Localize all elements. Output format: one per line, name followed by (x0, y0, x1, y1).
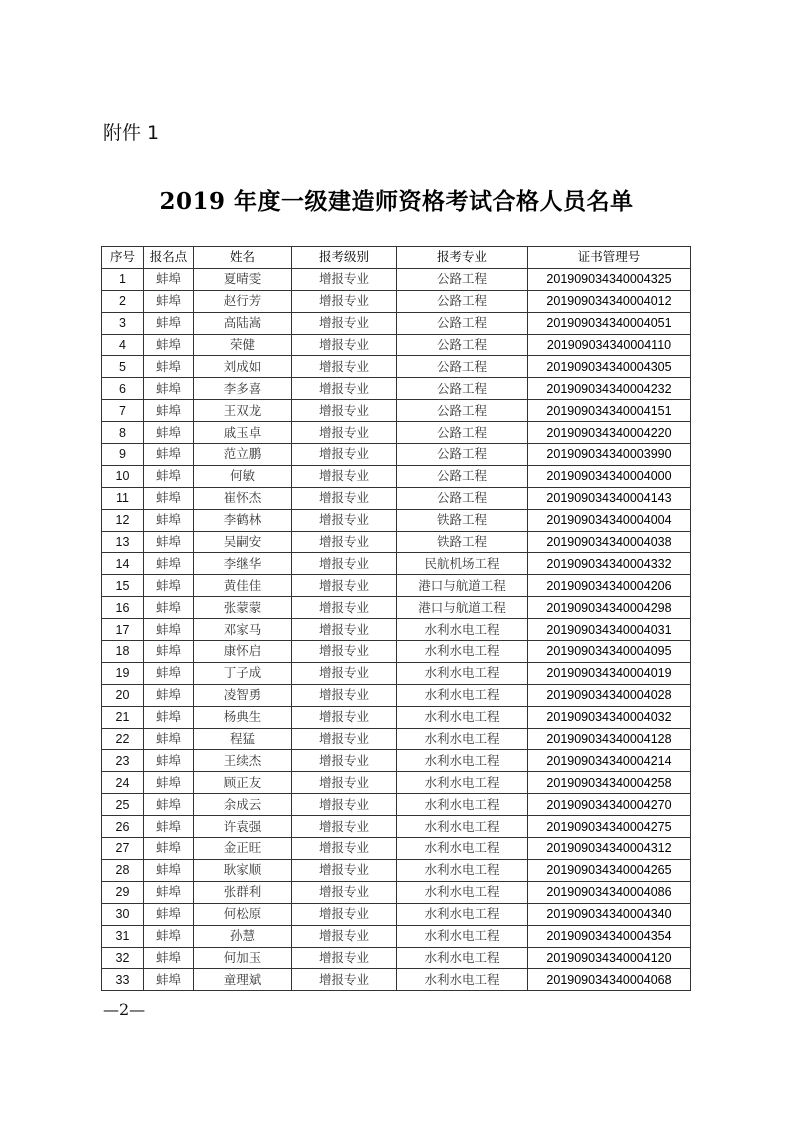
registration-site: 蚌埠 (144, 662, 194, 684)
certificate-number: 201909034340004265 (528, 859, 691, 881)
table-row (102, 619, 691, 641)
exam-major: 水利水电工程 (397, 838, 528, 860)
exam-major: 水利水电工程 (397, 619, 528, 641)
row-number: 3 (102, 312, 144, 334)
table-row (102, 290, 691, 312)
table-row (102, 662, 691, 684)
row-number: 14 (102, 553, 144, 575)
table-row (102, 400, 691, 422)
exam-major: 水利水电工程 (397, 816, 528, 838)
person-name: 刘成如 (194, 356, 292, 378)
exam-major: 公路工程 (397, 268, 528, 290)
column-header-level: 报考级别 (292, 247, 397, 269)
exam-major: 公路工程 (397, 290, 528, 312)
person-name: 金正旺 (194, 838, 292, 860)
registration-site: 蚌埠 (144, 903, 194, 925)
exam-major: 水利水电工程 (397, 859, 528, 881)
exam-major: 水利水电工程 (397, 969, 528, 991)
table-row (102, 531, 691, 553)
registration-site: 蚌埠 (144, 859, 194, 881)
exam-major: 公路工程 (397, 444, 528, 466)
table-row (102, 356, 691, 378)
person-name: 张蒙蒙 (194, 597, 292, 619)
person-name: 荣健 (194, 334, 292, 356)
certificate-number: 201909034340004120 (528, 947, 691, 969)
certificate-number: 201909034340004305 (528, 356, 691, 378)
row-number: 9 (102, 444, 144, 466)
certificate-number: 201909034340004086 (528, 881, 691, 903)
exam-level: 增报专业 (292, 662, 397, 684)
qualified-personnel-table (101, 246, 691, 991)
exam-major: 水利水电工程 (397, 750, 528, 772)
registration-site: 蚌埠 (144, 728, 194, 750)
exam-major: 公路工程 (397, 465, 528, 487)
row-number: 6 (102, 378, 144, 400)
table-row (102, 728, 691, 750)
row-number: 22 (102, 728, 144, 750)
row-number: 30 (102, 903, 144, 925)
exam-major: 铁路工程 (397, 531, 528, 553)
attachment-label: 附件 1 (103, 122, 160, 144)
certificate-number: 201909034340004312 (528, 838, 691, 860)
registration-site: 蚌埠 (144, 881, 194, 903)
row-number: 26 (102, 816, 144, 838)
row-number: 19 (102, 662, 144, 684)
exam-major: 水利水电工程 (397, 794, 528, 816)
certificate-number: 201909034340004151 (528, 400, 691, 422)
row-number: 29 (102, 881, 144, 903)
registration-site: 蚌埠 (144, 312, 194, 334)
row-number: 24 (102, 772, 144, 794)
row-number: 17 (102, 619, 144, 641)
registration-site: 蚌埠 (144, 772, 194, 794)
exam-level: 增报专业 (292, 356, 397, 378)
exam-major: 水利水电工程 (397, 925, 528, 947)
person-name: 杨典生 (194, 706, 292, 728)
registration-site: 蚌埠 (144, 816, 194, 838)
registration-site: 蚌埠 (144, 969, 194, 991)
registration-site: 蚌埠 (144, 290, 194, 312)
exam-major: 水利水电工程 (397, 772, 528, 794)
person-name: 赵行芳 (194, 290, 292, 312)
exam-level: 增报专业 (292, 706, 397, 728)
exam-level: 增报专业 (292, 728, 397, 750)
exam-level: 增报专业 (292, 487, 397, 509)
registration-site: 蚌埠 (144, 487, 194, 509)
exam-level: 增报专业 (292, 684, 397, 706)
row-number: 11 (102, 487, 144, 509)
row-number: 25 (102, 794, 144, 816)
exam-major: 水利水电工程 (397, 706, 528, 728)
exam-level: 增报专业 (292, 903, 397, 925)
exam-major: 港口与航道工程 (397, 575, 528, 597)
table-row (102, 947, 691, 969)
registration-site: 蚌埠 (144, 531, 194, 553)
certificate-number: 201909034340004275 (528, 816, 691, 838)
person-name: 黄佳佳 (194, 575, 292, 597)
row-number: 4 (102, 334, 144, 356)
exam-level: 增报专业 (292, 334, 397, 356)
table-row (102, 838, 691, 860)
person-name: 许袁强 (194, 816, 292, 838)
registration-site: 蚌埠 (144, 422, 194, 444)
certificate-number: 201909034340004032 (528, 706, 691, 728)
registration-site: 蚌埠 (144, 268, 194, 290)
exam-major: 民航机场工程 (397, 553, 528, 575)
person-name: 邓家马 (194, 619, 292, 641)
person-name: 王续杰 (194, 750, 292, 772)
exam-level: 增报专业 (292, 881, 397, 903)
exam-level: 增报专业 (292, 816, 397, 838)
exam-level: 增报专业 (292, 400, 397, 422)
person-name: 崔怀杰 (194, 487, 292, 509)
exam-level: 增报专业 (292, 947, 397, 969)
table-row (102, 859, 691, 881)
registration-site: 蚌埠 (144, 400, 194, 422)
certificate-number: 201909034340003990 (528, 444, 691, 466)
certificate-number: 201909034340004110 (528, 334, 691, 356)
exam-major: 水利水电工程 (397, 881, 528, 903)
exam-major: 公路工程 (397, 487, 528, 509)
person-name: 李鹤林 (194, 509, 292, 531)
row-number: 20 (102, 684, 144, 706)
person-name: 何松原 (194, 903, 292, 925)
certificate-number: 201909034340004206 (528, 575, 691, 597)
registration-site: 蚌埠 (144, 509, 194, 531)
exam-major: 水利水电工程 (397, 947, 528, 969)
person-name: 王双龙 (194, 400, 292, 422)
exam-level: 增报专业 (292, 422, 397, 444)
column-header-major: 报考专业 (397, 247, 528, 269)
table-row (102, 750, 691, 772)
exam-level: 增报专业 (292, 378, 397, 400)
table-row (102, 684, 691, 706)
exam-level: 增报专业 (292, 641, 397, 663)
registration-site: 蚌埠 (144, 597, 194, 619)
exam-major: 水利水电工程 (397, 728, 528, 750)
exam-level: 增报专业 (292, 312, 397, 334)
registration-site: 蚌埠 (144, 947, 194, 969)
person-name: 高陆嵩 (194, 312, 292, 334)
table-row (102, 487, 691, 509)
exam-level: 增报专业 (292, 268, 397, 290)
registration-site: 蚌埠 (144, 444, 194, 466)
row-number: 2 (102, 290, 144, 312)
certificate-number: 201909034340004354 (528, 925, 691, 947)
row-number: 18 (102, 641, 144, 663)
certificate-number: 201909034340004332 (528, 553, 691, 575)
certificate-number: 201909034340004325 (528, 268, 691, 290)
column-header-name: 姓名 (194, 247, 292, 269)
exam-level: 增报专业 (292, 465, 397, 487)
table-row (102, 378, 691, 400)
table-row (102, 444, 691, 466)
row-number: 12 (102, 509, 144, 531)
exam-level: 增报专业 (292, 794, 397, 816)
row-number: 5 (102, 356, 144, 378)
exam-level: 增报专业 (292, 531, 397, 553)
certificate-number: 201909034340004128 (528, 728, 691, 750)
registration-site: 蚌埠 (144, 378, 194, 400)
row-number: 21 (102, 706, 144, 728)
certificate-number: 201909034340004220 (528, 422, 691, 444)
certificate-number: 201909034340004031 (528, 619, 691, 641)
exam-level: 增报专业 (292, 750, 397, 772)
row-number: 31 (102, 925, 144, 947)
row-number: 10 (102, 465, 144, 487)
registration-site: 蚌埠 (144, 684, 194, 706)
exam-major: 港口与航道工程 (397, 597, 528, 619)
row-number: 27 (102, 838, 144, 860)
column-header-registration-site: 报名点 (144, 247, 194, 269)
row-number: 28 (102, 859, 144, 881)
exam-major: 水利水电工程 (397, 641, 528, 663)
exam-level: 增报专业 (292, 838, 397, 860)
table-row (102, 794, 691, 816)
row-number: 7 (102, 400, 144, 422)
certificate-number: 201909034340004340 (528, 903, 691, 925)
document-title: 2019 年度一级建造师资格考试合格人员名单 (159, 188, 634, 215)
certificate-number: 201909034340004270 (528, 794, 691, 816)
registration-site: 蚌埠 (144, 334, 194, 356)
person-name: 何加玉 (194, 947, 292, 969)
table-row (102, 881, 691, 903)
exam-major: 公路工程 (397, 312, 528, 334)
registration-site: 蚌埠 (144, 706, 194, 728)
table-row (102, 641, 691, 663)
registration-site: 蚌埠 (144, 925, 194, 947)
certificate-number: 201909034340004038 (528, 531, 691, 553)
column-header-certificate-number: 证书管理号 (528, 247, 691, 269)
certificate-number: 201909034340004004 (528, 509, 691, 531)
row-number: 1 (102, 268, 144, 290)
certificate-number: 201909034340004000 (528, 465, 691, 487)
exam-major: 公路工程 (397, 378, 528, 400)
exam-major: 水利水电工程 (397, 684, 528, 706)
row-number: 33 (102, 969, 144, 991)
row-number: 23 (102, 750, 144, 772)
table-row (102, 925, 691, 947)
table-row (102, 816, 691, 838)
certificate-number: 201909034340004232 (528, 378, 691, 400)
exam-major: 公路工程 (397, 422, 528, 444)
certificate-number: 201909034340004028 (528, 684, 691, 706)
person-name: 耿家顺 (194, 859, 292, 881)
registration-site: 蚌埠 (144, 750, 194, 772)
exam-level: 增报专业 (292, 509, 397, 531)
table-header-row (102, 247, 691, 269)
exam-level: 增报专业 (292, 444, 397, 466)
table-body (102, 268, 691, 990)
person-name: 李继华 (194, 553, 292, 575)
exam-level: 增报专业 (292, 553, 397, 575)
registration-site: 蚌埠 (144, 794, 194, 816)
table-row (102, 422, 691, 444)
certificate-number: 201909034340004068 (528, 969, 691, 991)
person-name: 张群利 (194, 881, 292, 903)
certificate-number: 201909034340004019 (528, 662, 691, 684)
person-name: 顾正友 (194, 772, 292, 794)
row-number: 15 (102, 575, 144, 597)
person-name: 凌智勇 (194, 684, 292, 706)
registration-site: 蚌埠 (144, 356, 194, 378)
registration-site: 蚌埠 (144, 465, 194, 487)
table-row (102, 553, 691, 575)
table-row (102, 969, 691, 991)
table-row (102, 465, 691, 487)
person-name: 夏晴雯 (194, 268, 292, 290)
certificate-number: 201909034340004051 (528, 312, 691, 334)
exam-major: 水利水电工程 (397, 903, 528, 925)
exam-level: 增报专业 (292, 859, 397, 881)
registration-site: 蚌埠 (144, 838, 194, 860)
table-row (102, 334, 691, 356)
certificate-number: 201909034340004143 (528, 487, 691, 509)
exam-major: 公路工程 (397, 400, 528, 422)
exam-level: 增报专业 (292, 925, 397, 947)
registration-site: 蚌埠 (144, 619, 194, 641)
person-name: 范立鹏 (194, 444, 292, 466)
table-row (102, 268, 691, 290)
exam-major: 公路工程 (397, 356, 528, 378)
exam-level: 增报专业 (292, 575, 397, 597)
person-name: 何敏 (194, 465, 292, 487)
exam-level: 增报专业 (292, 619, 397, 641)
exam-level: 增报专业 (292, 597, 397, 619)
registration-site: 蚌埠 (144, 575, 194, 597)
person-name: 丁子成 (194, 662, 292, 684)
exam-level: 增报专业 (292, 290, 397, 312)
table-row (102, 903, 691, 925)
certificate-number: 201909034340004214 (528, 750, 691, 772)
column-header-number: 序号 (102, 247, 144, 269)
exam-level: 增报专业 (292, 772, 397, 794)
person-name: 李多喜 (194, 378, 292, 400)
table-row (102, 597, 691, 619)
person-name: 戚玉卓 (194, 422, 292, 444)
table-row (102, 312, 691, 334)
page-number: —2— (103, 1000, 146, 1019)
table-row (102, 509, 691, 531)
row-number: 8 (102, 422, 144, 444)
person-name: 程猛 (194, 728, 292, 750)
row-number: 16 (102, 597, 144, 619)
certificate-number: 201909034340004298 (528, 597, 691, 619)
registration-site: 蚌埠 (144, 553, 194, 575)
exam-major: 铁路工程 (397, 509, 528, 531)
registration-site: 蚌埠 (144, 641, 194, 663)
table-row (102, 706, 691, 728)
person-name: 康怀启 (194, 641, 292, 663)
exam-major: 水利水电工程 (397, 662, 528, 684)
person-name: 余成云 (194, 794, 292, 816)
row-number: 32 (102, 947, 144, 969)
table-row (102, 772, 691, 794)
person-name: 吴嗣安 (194, 531, 292, 553)
certificate-number: 201909034340004012 (528, 290, 691, 312)
row-number: 13 (102, 531, 144, 553)
certificate-number: 201909034340004258 (528, 772, 691, 794)
person-name: 童理斌 (194, 969, 292, 991)
exam-major: 公路工程 (397, 334, 528, 356)
person-name: 孙慧 (194, 925, 292, 947)
certificate-number: 201909034340004095 (528, 641, 691, 663)
exam-level: 增报专业 (292, 969, 397, 991)
table-row (102, 575, 691, 597)
